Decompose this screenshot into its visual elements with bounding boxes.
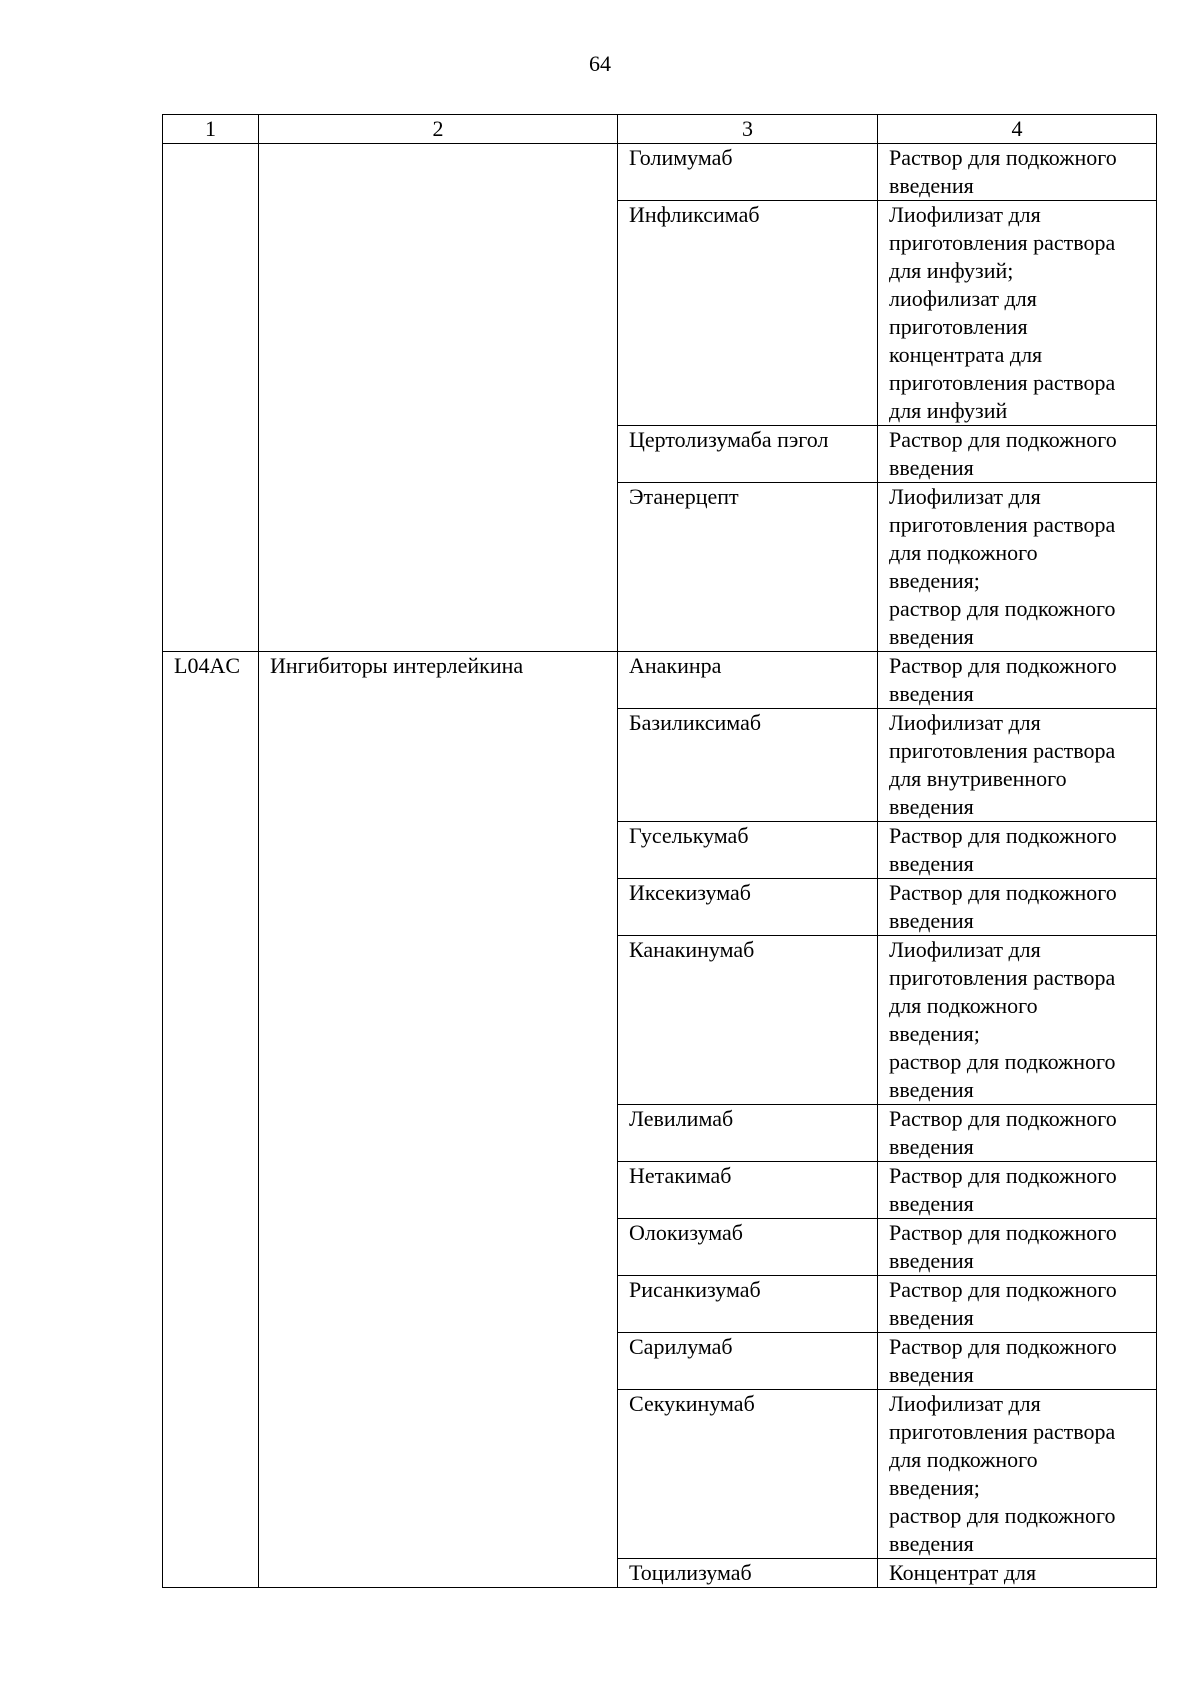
drug-name-cell: Голимумаб bbox=[618, 144, 878, 201]
header-col-3: 3 bbox=[618, 115, 878, 144]
drug-table bbox=[162, 114, 1157, 1588]
drug-name-cell: Левилимаб bbox=[618, 1105, 878, 1162]
header-col-1: 1 bbox=[163, 115, 259, 144]
page-number: 64 bbox=[589, 51, 611, 76]
drug-name-cell: Инфликсимаб bbox=[618, 201, 878, 426]
dosage-form-cell: Раствор для подкожного введения bbox=[878, 822, 1157, 879]
dosage-form-cell: Раствор для подкожного введения bbox=[878, 652, 1157, 709]
drug-name-cell: Олокизумаб bbox=[618, 1219, 878, 1276]
drug-name-cell: Нетакимаб bbox=[618, 1162, 878, 1219]
drug-name-cell: Тоцилизумаб bbox=[618, 1559, 878, 1588]
drug-name-cell: Гуселькумаб bbox=[618, 822, 878, 879]
dosage-form-cell: Раствор для подкожного введения bbox=[878, 1162, 1157, 1219]
group-name-cell: Ингибиторы интерлейкина bbox=[259, 652, 618, 1588]
drug-name-cell: Сарилумаб bbox=[618, 1333, 878, 1390]
table-row bbox=[163, 144, 1157, 201]
header-row bbox=[163, 115, 1157, 144]
drug-name-cell: Канакинумаб bbox=[618, 936, 878, 1105]
atc-code-cell: L04AC bbox=[163, 652, 259, 1588]
drug-name-cell: Рисанкизумаб bbox=[618, 1276, 878, 1333]
group-name-cell bbox=[259, 144, 618, 652]
dosage-form-cell: Лиофилизат для приготовления раствора для подкожного введения; раствор для подкожного введения bbox=[878, 936, 1157, 1105]
dosage-form-cell: Раствор для подкожного введения bbox=[878, 144, 1157, 201]
header-col-2: 2 bbox=[259, 115, 618, 144]
drug-name-cell: Анакинра bbox=[618, 652, 878, 709]
table-row bbox=[163, 652, 1157, 709]
drug-name-cell: Цертолизумаба пэгол bbox=[618, 426, 878, 483]
dosage-form-cell: Раствор для подкожного введения bbox=[878, 879, 1157, 936]
drug-name-cell: Базиликсимаб bbox=[618, 709, 878, 822]
dosage-form-cell: Раствор для подкожного введения bbox=[878, 1105, 1157, 1162]
dosage-form-cell: Раствор для подкожного введения bbox=[878, 426, 1157, 483]
drug-name-cell: Иксекизумаб bbox=[618, 879, 878, 936]
dosage-form-cell: Концентрат для bbox=[878, 1559, 1157, 1588]
dosage-form-cell: Лиофилизат для приготовления раствора для инфузий; лиофилизат для приготовления концентрата для приготовления раствора для инфузий bbox=[878, 201, 1157, 426]
dosage-form-cell: Лиофилизат для приготовления раствора для внутривенного введения bbox=[878, 709, 1157, 822]
dosage-form-cell: Лиофилизат для приготовления раствора для подкожного введения; раствор для подкожного введения bbox=[878, 1390, 1157, 1559]
dosage-form-cell: Раствор для подкожного введения bbox=[878, 1219, 1157, 1276]
drug-name-cell: Секукинумаб bbox=[618, 1390, 878, 1559]
header-col-4: 4 bbox=[878, 115, 1157, 144]
dosage-form-cell: Лиофилизат для приготовления раствора для подкожного введения; раствор для подкожного введения bbox=[878, 483, 1157, 652]
atc-code-cell bbox=[163, 144, 259, 652]
drug-name-cell: Этанерцепт bbox=[618, 483, 878, 652]
dosage-form-cell: Раствор для подкожного введения bbox=[878, 1333, 1157, 1390]
dosage-form-cell: Раствор для подкожного введения bbox=[878, 1276, 1157, 1333]
